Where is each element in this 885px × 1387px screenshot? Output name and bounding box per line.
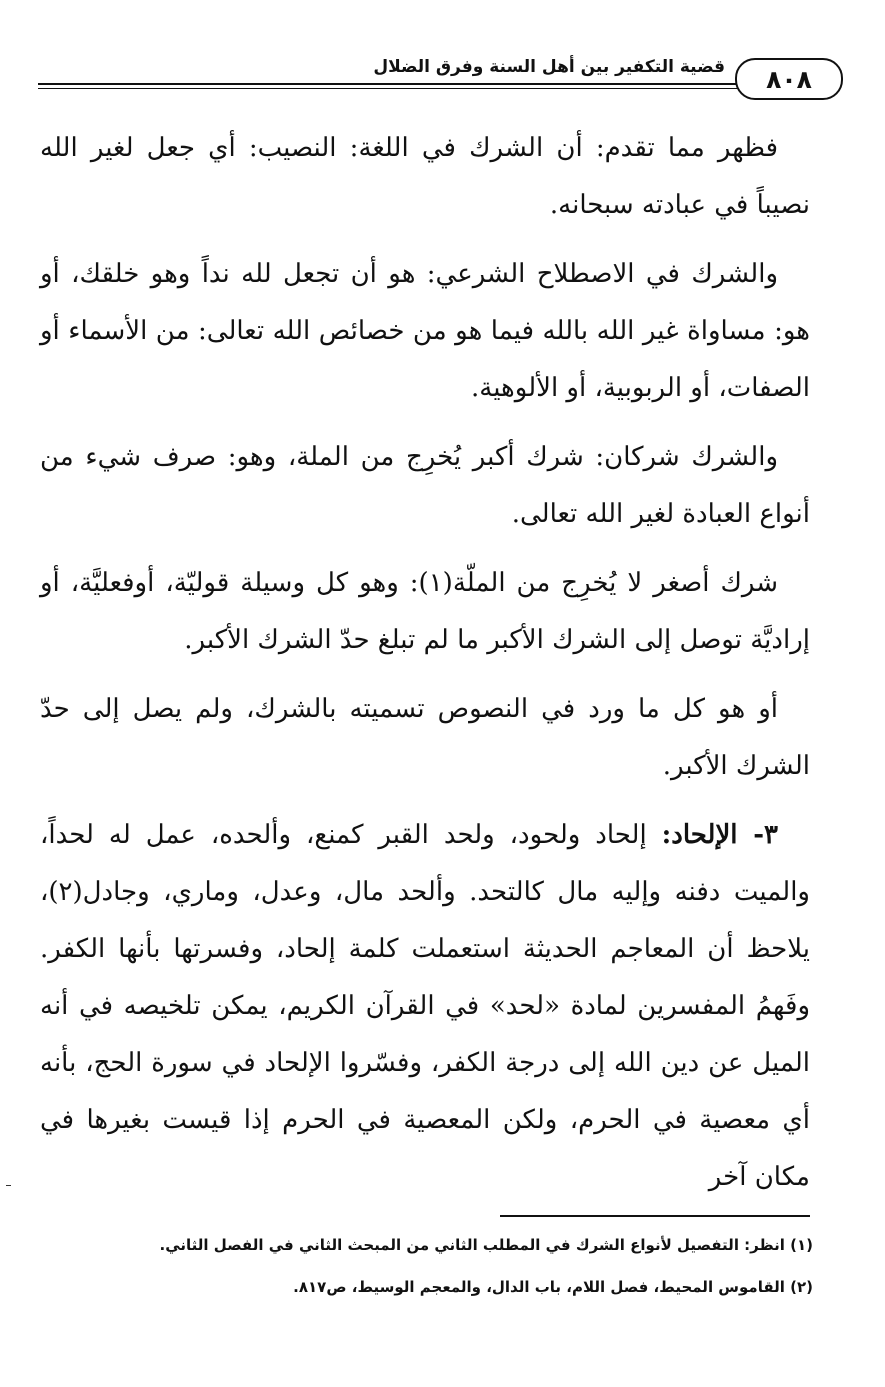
footnotes — [40, 1224, 813, 1308]
paragraph-5 — [40, 681, 810, 795]
paragraph-text: أو هو كل ما ورد في النصوص تسميته بالشرك، ولم يصل إلى حدّ الشرك الأكبر. — [40, 694, 810, 781]
main-text — [40, 120, 810, 1218]
paragraph-text: والشرك شركان: شرك أكبر يُخرِج من الملة، وهو: صرف شيء من أنواع العبادة لغير الله تعالى. — [40, 442, 810, 529]
paragraph-text: فظهر مما تقدم: أن الشرك في اللغة: النصيب: أي جعل لغير الله نصيباً في عبادته سبحانه. — [40, 133, 810, 220]
section-heading-ilhad: ٣- الإلحاد: — [661, 820, 778, 850]
paragraph-text: والشرك في الاصطلاح الشرعي: هو أن تجعل لله نداً وهو خلقك، أو هو: مساواة غير الله بالله فيما هو من خصائص الله تعالى: من الأسماء أو الصفات، أو الربوبية، أو الألوهية. — [40, 259, 810, 403]
paragraph-3 — [40, 429, 810, 543]
footnote-separator — [500, 1215, 810, 1217]
running-title: قضية التكفير بين أهل السنة وفرق الضلال — [373, 57, 725, 77]
page-number: ٨٠٨ — [735, 58, 843, 100]
footnote-2: (٢) القاموس المحيط، فصل اللام، باب الدال، والمعجم الوسيط، ص٨١٧. — [293, 1278, 813, 1296]
paragraph-1 — [40, 120, 810, 234]
paragraph-4 — [40, 555, 810, 669]
paragraph-text: إلحاد ولحود، ولحد القبر كمنع، وألحده، عمل له لحداً، والميت دفنه وإليه مال كالتحد. وألحد مال، وعدل، وماري، وجادل(٢)، يلاحظ أن المعاجم الحديثة استعملت كلمة إلحاد، وفسرتها بأنها الكفر. وفَهمُ المفسرين لمادة «لحد» في القرآن الكريم، يمكن تلخيصه في أنه الميل عن دين الله إلى درجة الكفر، وفسّروا الإلحاد في سورة الحج، بأنه أي معصية في الحرم، ولكن المعصية في الحرم إذا قيست بغيرها في مكان آخر — [40, 820, 810, 1192]
paragraph-2 — [40, 246, 810, 417]
margin-mark — [6, 1185, 11, 1186]
footnote-1: (١) انظر: التفصيل لأنواع الشرك في المطلب الثاني من المبحث الثاني في الفصل الثاني. — [159, 1236, 813, 1254]
header-rule — [38, 83, 753, 85]
page-header — [38, 52, 843, 100]
header-rule-thin — [38, 88, 753, 89]
paragraph-6 — [40, 807, 810, 1206]
paragraph-text: شرك أصغر لا يُخرِج من الملّة(١): وهو كل وسيلة قوليّة، أوفعليَّة، أو إراديَّة توصل إلى الشرك الأكبر ما لم تبلغ حدّ الشرك الأكبر. — [40, 568, 810, 655]
